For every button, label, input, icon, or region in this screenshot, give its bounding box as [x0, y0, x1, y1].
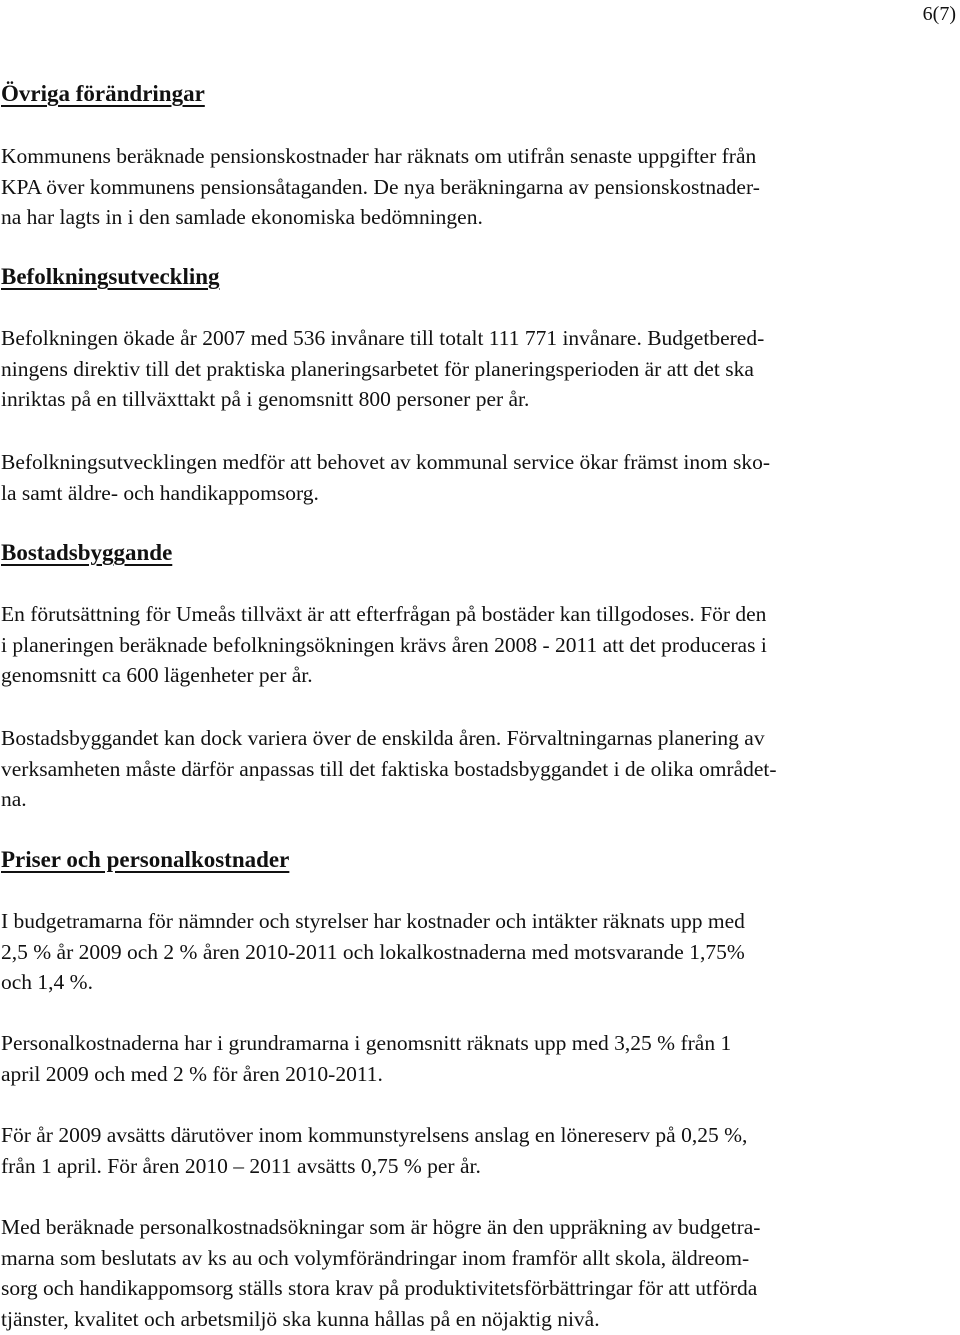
paragraph-line: na. — [1, 787, 27, 812]
paragraph-produktivitet — [1, 1212, 760, 1335]
paragraph-line: ningens direktiv till det praktiska planeringsarbetet för planeringsperioden är att det ska — [1, 356, 754, 381]
paragraph-line: från 1 april. För åren 2010 – 2011 avsätts 0,75 % per år. — [1, 1153, 481, 1178]
page-number: 6(7) — [922, 3, 956, 25]
paragraph-line: Befolkningsutvecklingen medför att behovet av kommunal service ökar främst inom sko- — [1, 450, 771, 474]
paragraph-line: tjänster, kvalitet och arbetsmiljö ska kunna hållas på en nöjaktig nivå. — [1, 1307, 600, 1332]
paragraph-line: Befolkningen ökade år 2007 med 536 invånare till totalt 111 771 invånare. Budgetbered- — [1, 326, 765, 350]
heading-bostadsbyggande: Bostadsbyggande — [1, 540, 173, 565]
heading-ovriga-forandringar: Övriga förändringar — [1, 81, 205, 106]
paragraph-personalkostnader — [1, 1028, 731, 1089]
paragraph-bostad-tillvaxt — [1, 599, 767, 691]
paragraph-line: la samt äldre- och handikappomsorg. — [1, 480, 319, 505]
paragraph-lonereserv — [1, 1120, 747, 1181]
paragraph-line: Personalkostnaderna har i grundramarna i genomsnitt räknats upp med 3,25 % från 1 — [1, 1031, 732, 1055]
heading-priser-personalkostnader: Priser och personalkostnader — [1, 847, 290, 872]
paragraph-pension — [1, 141, 760, 233]
paragraph-line: i planeringen beräknade befolkningsökningen krävs åren 2008 - 2011 att det produceras i — [1, 632, 767, 657]
paragraph-line: na har lagts in i den samlade ekonomiska bedömningen. — [1, 205, 483, 230]
paragraph-line: 2,5 % år 2009 och 2 % åren 2010-2011 och lokalkostnaderna med motsvarande 1,75% — [1, 939, 745, 964]
paragraph-line: och 1,4 %. — [1, 970, 93, 995]
paragraph-service — [1, 447, 770, 508]
paragraph-befolkning — [1, 323, 764, 415]
paragraph-line: verksamheten måste därför anpassas till det faktiska bostadsbyggandet i de olika området- — [1, 756, 777, 781]
paragraph-line: Med beräknade personalkostnadsökningar som är högre än den uppräkning av budgetra- — [1, 1215, 761, 1239]
paragraph-line: För år 2009 avsätts därutöver inom kommunstyrelsens anslag en lönereserv på 0,25 %, — [1, 1123, 748, 1147]
paragraph-line: En förutsättning för Umeås tillväxt är att efterfrågan på bostäder kan tillgodoses. För den — [1, 602, 767, 626]
paragraph-bostad-variation — [1, 723, 777, 815]
paragraph-line: KPA över kommunens pensionsåtaganden. De nya beräkningarna av pensionskostnader- — [1, 174, 760, 199]
paragraph-line: I budgetramarna för nämnder och styrelser har kostnader och intäkter räknats upp med — [1, 909, 745, 933]
paragraph-line: Kommunens beräknade pensionskostnader har räknats om utifrån senaste uppgifter från — [1, 144, 757, 168]
paragraph-line: inriktas på en tillväxttakt på i genomsnitt 800 personer per år. — [1, 387, 530, 412]
paragraph-budgetramar — [1, 906, 745, 998]
paragraph-line: genomsnitt ca 600 lägenheter per år. — [1, 663, 313, 688]
paragraph-line: april 2009 och med 2 % för åren 2010-2011. — [1, 1061, 383, 1086]
paragraph-line: Bostadsbyggandet kan dock variera över de enskilda åren. Förvaltningarnas planering av — [1, 726, 765, 750]
paragraph-line: marna som beslutats av ks au och volymförändringar inom framför allt skola, äldreom- — [1, 1245, 750, 1270]
paragraph-line: sorg och handikappomsorg ställs stora krav på produktivitetsförbättringar för att utförda — [1, 1276, 758, 1301]
heading-befolkningsutveckling: Befolkningsutveckling — [1, 264, 220, 289]
